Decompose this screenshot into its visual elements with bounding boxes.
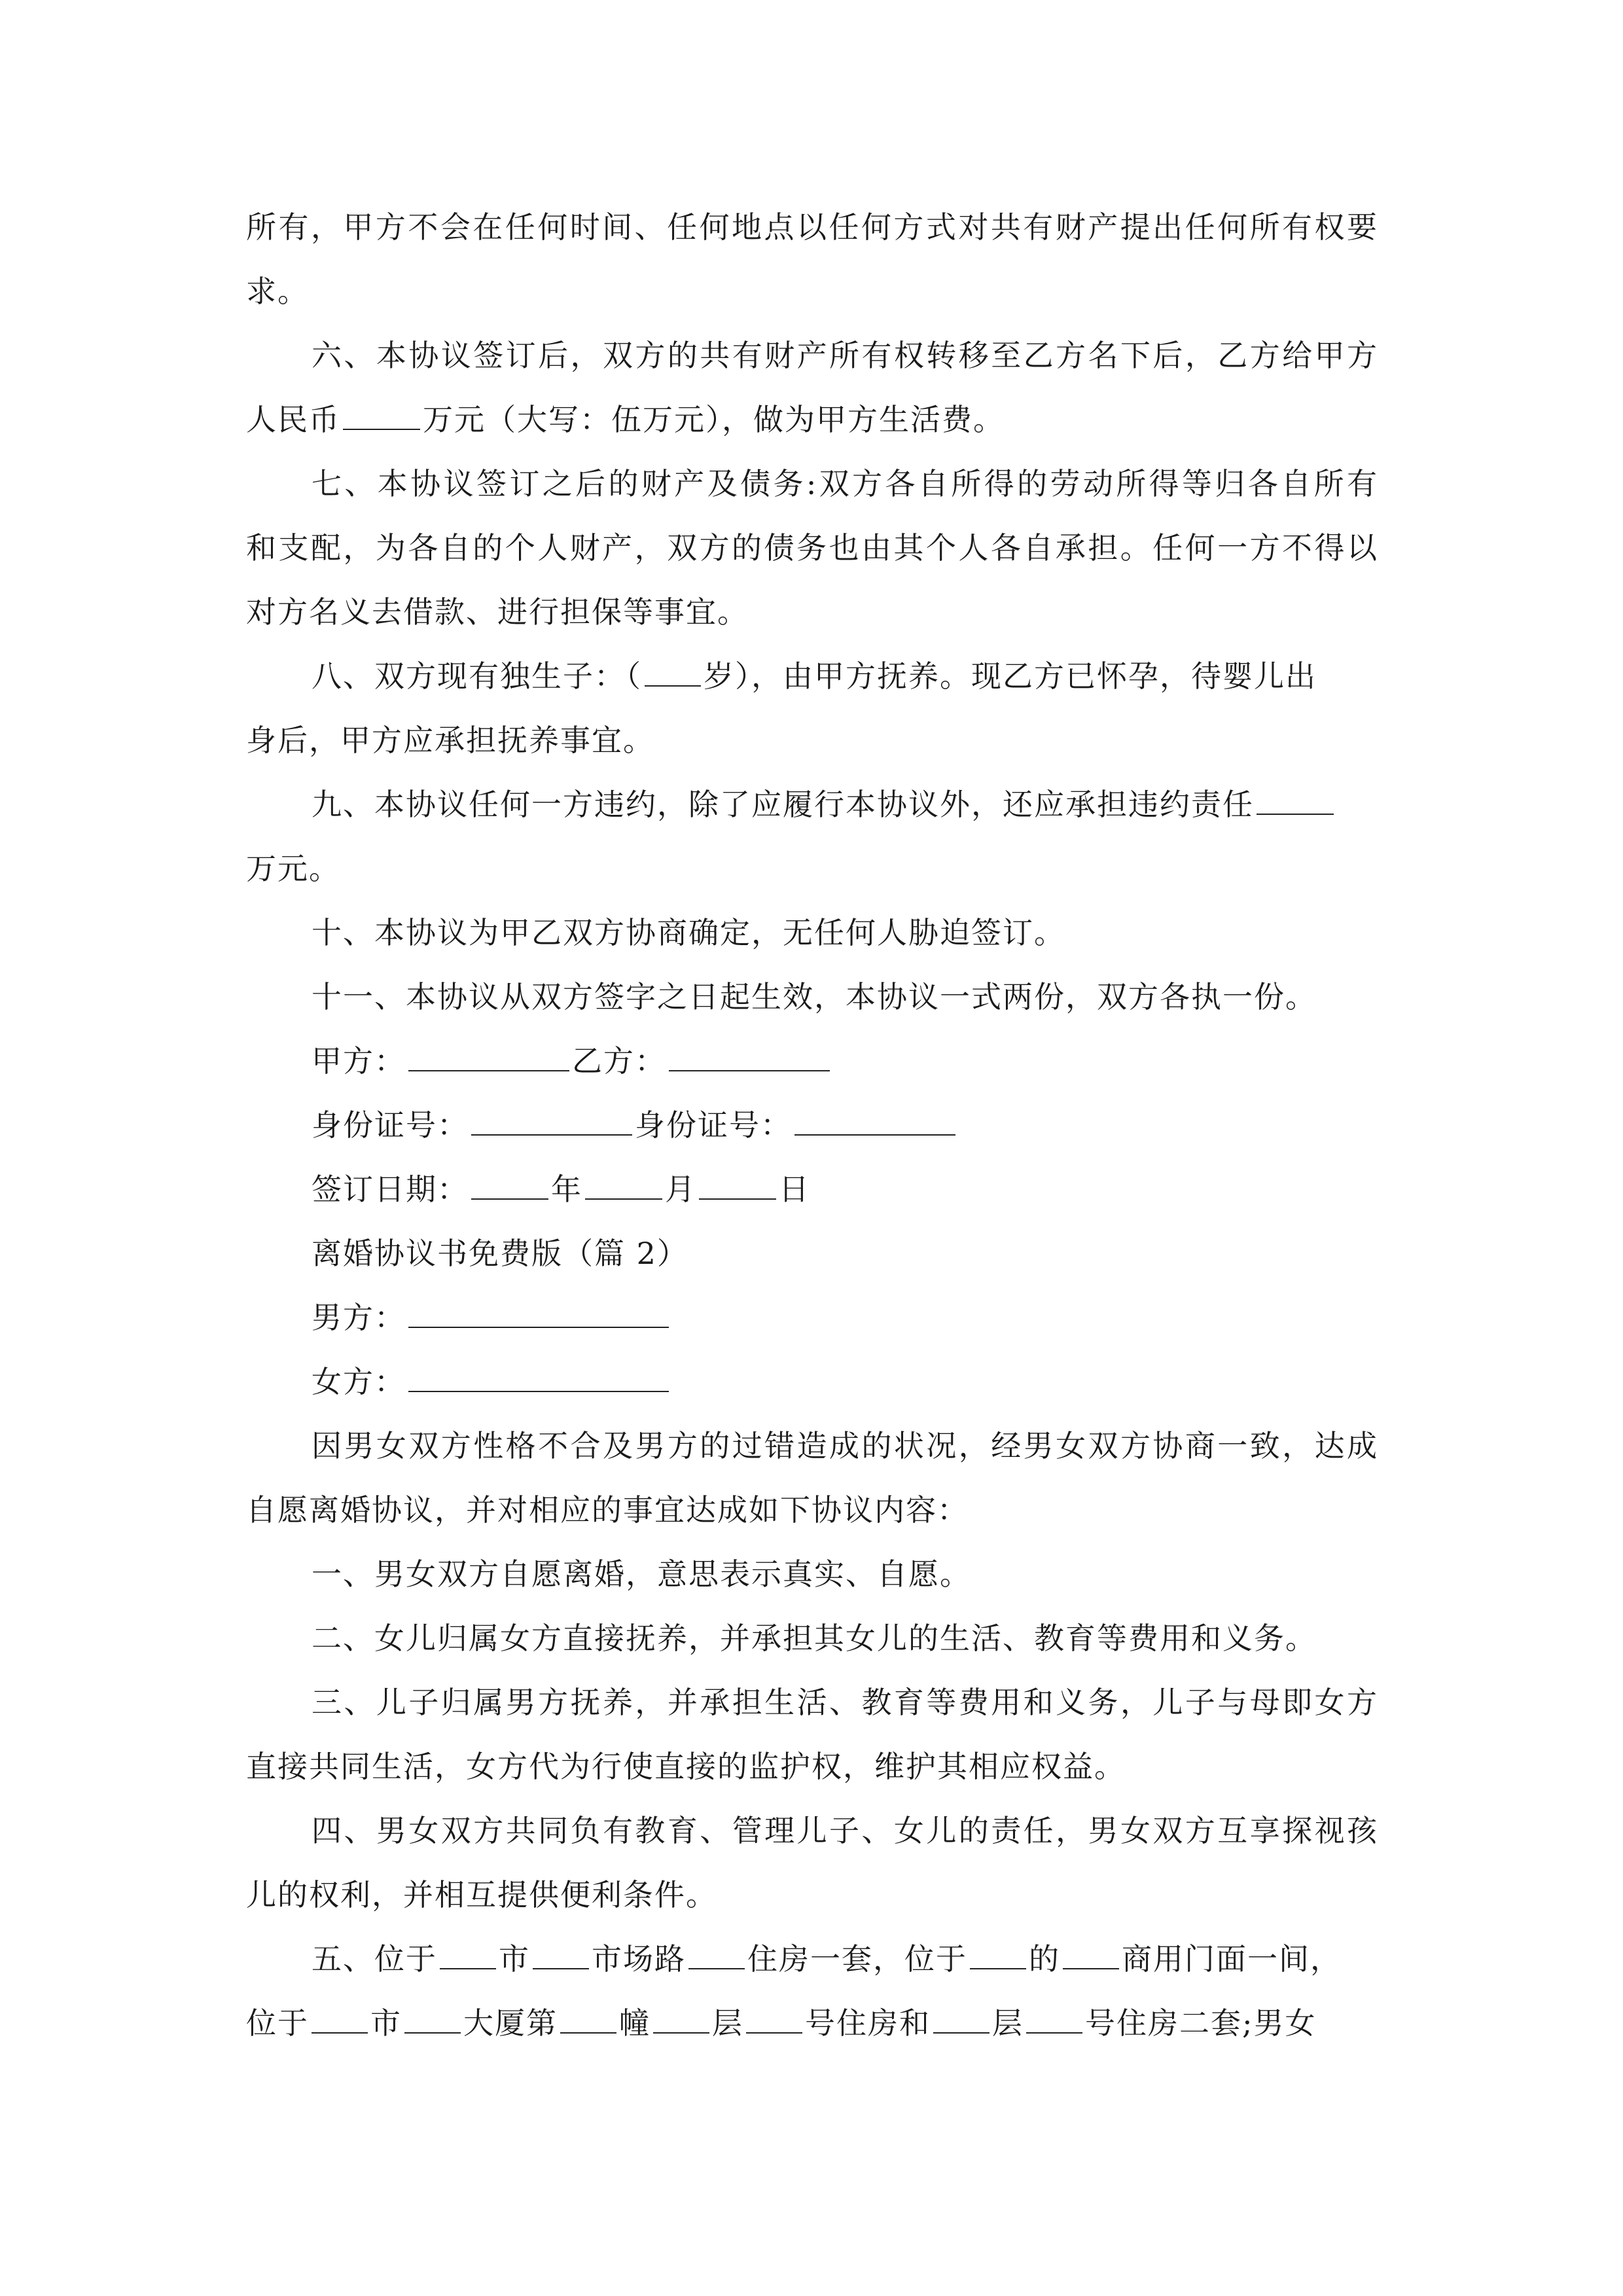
item-three: 三、儿子归属男方抚养，并承担生活、教育等费用和义务，儿子与母即女方	[312, 1685, 1378, 1720]
item-four: 四、男女双方共同负有教育、管理儿子、女儿的责任，男女双方互享探视孩	[312, 1813, 1378, 1848]
party-a-blank	[408, 1043, 569, 1071]
year-label: 年	[551, 1172, 582, 1207]
signature-id-line	[246, 1093, 1378, 1157]
item-five-text: 层	[712, 2005, 743, 2041]
clause-eight-line	[246, 644, 1378, 708]
item-four: 儿的权利，并相互提供便利条件。	[246, 1877, 717, 1912]
clause-text: 万元（大写：伍万元），做为甲方生活费。	[423, 402, 1005, 437]
fill-blank	[970, 1941, 1026, 1969]
month-label: 月	[665, 1172, 696, 1207]
item-five-text: 市	[370, 2005, 402, 2041]
day-label: 日	[779, 1172, 810, 1207]
male-label: 男方：	[312, 1300, 406, 1335]
clause-eight-line: 身后，甲方应承担抚养事宜。	[246, 723, 654, 758]
intro-line: 自愿离婚协议，并对相应的事宜达成如下协议内容：	[246, 1492, 969, 1528]
item-five-text: 层	[992, 2005, 1024, 2041]
male-line	[246, 1285, 1378, 1350]
item-five-text: 五、位于	[312, 1941, 437, 1977]
item-five-text: 商用门面一间，	[1122, 1941, 1342, 1977]
party-a-label: 甲方：	[312, 1043, 406, 1079]
fill-blank	[404, 2005, 461, 2034]
item-five	[246, 1927, 1378, 1991]
clause-nine-line: 万元。	[246, 851, 340, 886]
intro-line: 因男女双方性格不合及男方的过错造成的状况，经男女双方协商一致，达成	[312, 1428, 1378, 1463]
paragraph-line: 所有，甲方不会在任何时间、任何地点以任何方式对共有财产提出任何所有权要	[246, 209, 1378, 245]
item-five-text: 市场路	[592, 1941, 686, 1977]
party-b-blank	[669, 1043, 830, 1071]
item-five-text: 大厦第	[463, 2005, 558, 2041]
clause-eleven-line: 十一、本协议从双方签字之日起生效，本协议一式两份，双方各执一份。	[312, 979, 1317, 1014]
fill-blank	[533, 1941, 589, 1969]
item-five-text: 位于	[246, 2005, 309, 2041]
amount-blank	[343, 401, 420, 430]
signature-party-line	[246, 1029, 1378, 1093]
clause-text: 八、双方现有独生子：（	[312, 658, 642, 694]
item-five-text: 住房一套，位于	[747, 1941, 967, 1977]
fill-blank	[312, 2005, 368, 2034]
item-five-text: 号住房和	[805, 2005, 931, 2041]
id-a-label: 身份证号：	[312, 1107, 469, 1143]
id-b-blank	[794, 1107, 955, 1136]
item-five-text: 市	[499, 1941, 530, 1977]
fill-blank	[1063, 1941, 1119, 1969]
female-line	[246, 1350, 1378, 1414]
penalty-blank	[1257, 786, 1334, 815]
fill-blank	[688, 1941, 745, 1969]
year-blank	[471, 1171, 548, 1200]
female-label: 女方：	[312, 1364, 406, 1399]
fill-blank	[933, 2005, 990, 2034]
item-five-text: 号住房二套;男女	[1085, 2005, 1317, 2041]
date-label: 签订日期：	[312, 1172, 469, 1207]
fill-blank	[560, 2005, 616, 2034]
item-five-text: 幢	[619, 2005, 651, 2041]
fill-blank	[653, 2005, 709, 2034]
female-blank	[408, 1363, 669, 1392]
fill-blank	[440, 1941, 496, 1969]
day-blank	[699, 1171, 776, 1200]
clause-seven-line: 和支配，为各自的个人财产，双方的债务也由其个人各自承担。任何一方不得以	[246, 530, 1378, 565]
id-a-blank	[471, 1107, 632, 1136]
clause-six-line	[246, 387, 1378, 452]
age-blank	[645, 658, 701, 687]
item-one: 一、男女双方自愿离婚，意思表示真实、自愿。	[312, 1556, 971, 1592]
party-b-label: 乙方：	[572, 1043, 666, 1079]
clause-text: 九、本协议任何一方违约，除了应履行本协议外，还应承担违约责任	[312, 787, 1254, 822]
month-blank	[585, 1171, 662, 1200]
clause-nine-line	[246, 772, 1378, 836]
paragraph-line: 求。	[246, 274, 309, 309]
clause-six-line: 六、本协议签订后，双方的共有财产所有权转移至乙方名下后，乙方给甲方	[312, 338, 1378, 373]
clause-seven-line: 七、本协议签订之后的财产及债务:双方各自所得的劳动所得等归各自所有	[312, 466, 1378, 501]
clause-text: 岁），由甲方抚养。现乙方已怀孕，待婴儿出	[704, 658, 1317, 694]
clause-ten-line: 十、本协议为甲乙双方协商确定，无任何人胁迫签订。	[312, 915, 1065, 950]
fill-blank	[1026, 2005, 1082, 2034]
document-body	[246, 195, 1378, 2055]
item-five-text: 的	[1029, 1941, 1060, 1977]
id-b-label: 身份证号：	[635, 1107, 792, 1143]
item-two: 二、女儿归属女方直接抚养，并承担其女儿的生活、教育等费用和义务。	[312, 1621, 1317, 1656]
clause-text: 人民币	[246, 402, 340, 437]
signature-date-line	[246, 1157, 1378, 1221]
clause-seven-line: 对方名义去借款、进行担保等事宜。	[246, 594, 749, 630]
male-blank	[408, 1299, 669, 1328]
section-title: 离婚协议书免费版（篇 2）	[312, 1236, 688, 1271]
item-five	[246, 1991, 1378, 2055]
fill-blank	[746, 2005, 802, 2034]
item-three: 直接共同生活，女方代为行使直接的监护权，维护其相应权益。	[246, 1749, 1126, 1784]
